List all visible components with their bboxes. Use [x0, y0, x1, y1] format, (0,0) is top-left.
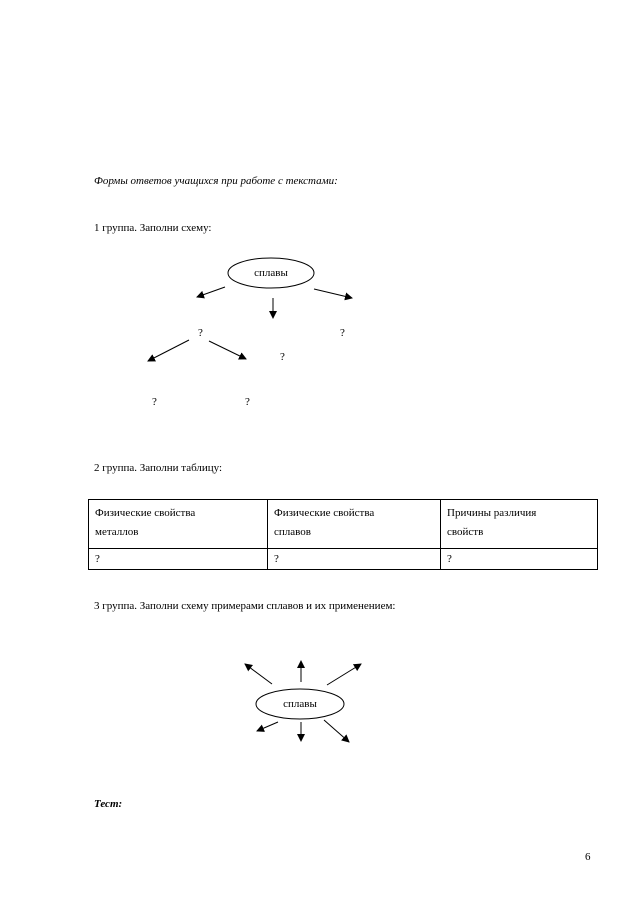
group1-q-middle: ?: [280, 351, 285, 363]
group1-center-label: сплавы: [254, 267, 288, 279]
group1-q-left: ?: [198, 327, 203, 339]
table-header-cell: Физические свойства металлов: [89, 500, 268, 549]
table-header-cell: Причины различия свойств: [441, 500, 598, 549]
group3-label: 3 группа. Заполни схему примерами сплавов и их применением:: [94, 600, 396, 612]
arrow-g3-up-right: [327, 664, 361, 685]
group1-q-sub-right: ?: [245, 396, 250, 408]
arrow-right: [314, 289, 352, 298]
arrow-sub-left: [148, 340, 189, 361]
group1-q-right: ?: [340, 327, 345, 339]
group2-label: 2 группа. Заполни таблицу:: [94, 462, 223, 474]
table-cell: ?: [268, 549, 441, 570]
properties-table: [88, 499, 598, 570]
table-row: [89, 549, 598, 570]
table-cell: ?: [441, 549, 598, 570]
section-heading: Формы ответов учащихся при работе с текстами:: [94, 175, 338, 187]
page-number: 6: [585, 851, 591, 863]
arrow-g3-down-right: [324, 720, 349, 742]
group1-label: 1 группа. Заполни схему:: [94, 222, 212, 234]
arrow-left: [197, 287, 225, 297]
arrow-sub-right: [209, 341, 246, 359]
group1-q-sub-left: ?: [152, 396, 157, 408]
table-header-cell: Физические свойства сплавов: [268, 500, 441, 549]
arrow-g3-up-left: [245, 664, 272, 684]
test-heading: Тест:: [94, 798, 123, 810]
group3-center-label: сплавы: [283, 698, 317, 710]
table-header-row: [89, 500, 598, 549]
table-cell: ?: [89, 549, 268, 570]
arrow-g3-down-left: [257, 722, 278, 731]
